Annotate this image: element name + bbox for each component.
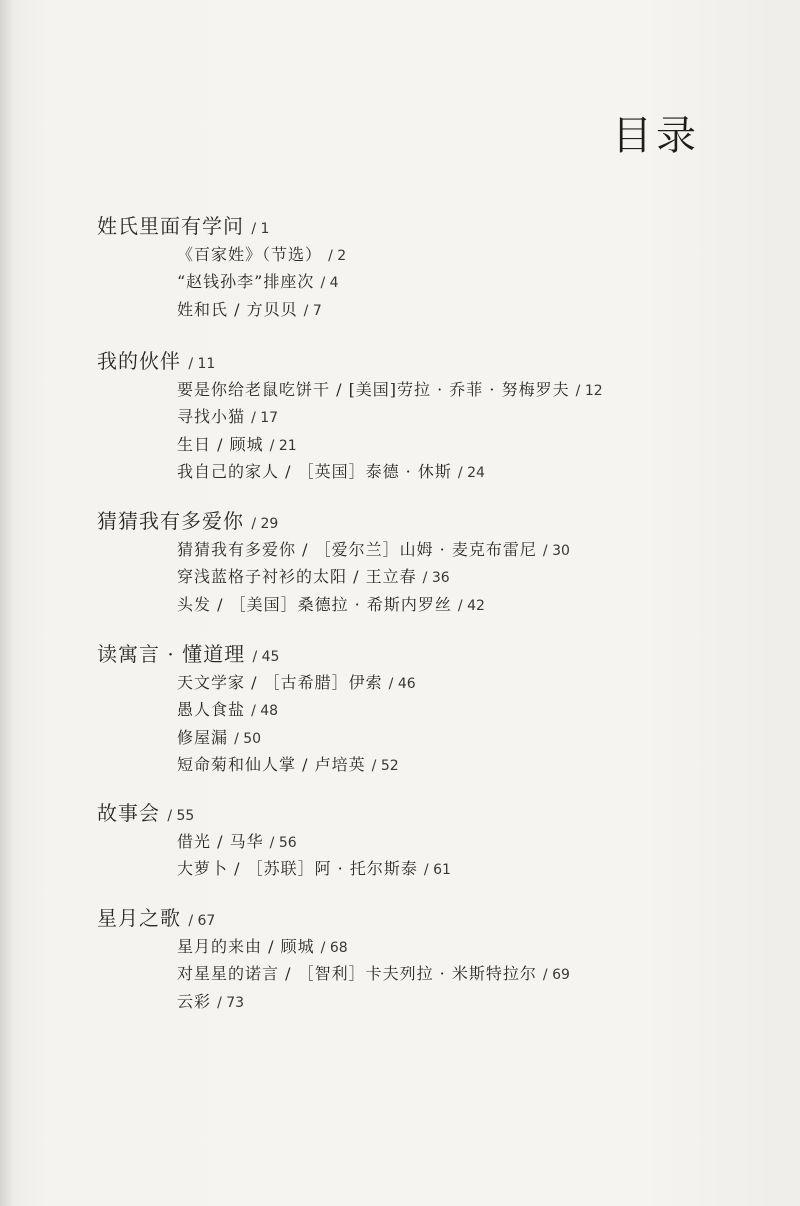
toc-entry [177, 989, 570, 1016]
toc-entry [177, 404, 603, 431]
toc-section [97, 213, 346, 324]
section-page-number: / 45 [252, 649, 280, 665]
entry-title: 愚人食盐 [177, 700, 246, 720]
toc-entry [177, 269, 346, 296]
entry-list [177, 829, 451, 884]
toc-entry [177, 697, 416, 724]
section-page-number: / 1 [251, 221, 270, 237]
entry-page-number: / 68 [320, 940, 348, 956]
section-page-number: / 55 [167, 808, 195, 824]
section-heading [97, 508, 570, 537]
entry-title: 云彩 [177, 991, 212, 1011]
entry-title: 猜猜我有多爱你 / ［爱尔兰］山姆 · 麦克布雷尼 [177, 540, 537, 559]
entry-title: 借光 / 马华 [177, 832, 264, 851]
section-heading [97, 905, 570, 934]
entry-title: 姓和氏 / 方贝贝 [177, 299, 298, 319]
entry-title: 对星星的诺言 / ［智利］卡夫列拉 · 米斯特拉尔 [177, 964, 537, 984]
entry-page-number: / 30 [542, 543, 570, 559]
entry-title: 穿浅蓝格子衬衫的太阳 / 王立春 [177, 567, 417, 587]
entry-title: 短命菊和仙人掌 / 卢培英 [177, 754, 366, 774]
entry-page-number: / 17 [251, 410, 279, 427]
toc-entry [177, 297, 346, 324]
entry-page-number: / 2 [328, 248, 347, 264]
toc-section [97, 905, 570, 1016]
toc-entry [177, 242, 346, 269]
entry-title: 星月的来由 / 顾城 [177, 937, 315, 956]
toc-entry [177, 961, 570, 988]
toc-entry [177, 459, 603, 486]
toc-entry [177, 752, 416, 779]
section-heading [97, 348, 603, 377]
entry-list [177, 377, 603, 486]
entry-list [177, 537, 570, 619]
toc-section [97, 348, 603, 486]
section-heading [97, 800, 451, 829]
entry-page-number: / 4 [320, 275, 339, 292]
entry-title: 大萝卜 / ［苏联］阿 · 托尔斯泰 [177, 859, 418, 879]
entry-page-number: / 7 [303, 302, 322, 319]
section-page-number: / 11 [188, 356, 216, 372]
entry-title: 头发 / ［美国］桑德拉 · 希斯内罗丝 [177, 594, 452, 614]
entry-page-number: / 46 [388, 676, 416, 692]
toc-section [97, 800, 451, 884]
entry-page-number: / 50 [234, 730, 262, 747]
entry-title: 我自己的家人 / ［英国］泰德 · 休斯 [177, 461, 452, 481]
entry-page-number: / 52 [371, 757, 399, 774]
entry-list [177, 242, 346, 324]
entry-page-number: / 61 [423, 862, 451, 879]
toc-section [97, 641, 416, 779]
section-title: 姓氏里面有学问 [97, 214, 244, 238]
entry-page-number: / 36 [422, 570, 450, 587]
entry-title: 修屋漏 [177, 727, 229, 747]
toc-entry [177, 670, 416, 697]
entry-title: 要是你给老鼠吃饼干 / [美国]劳拉 · 乔菲 · 努梅罗夫 [177, 380, 570, 399]
section-heading [97, 213, 346, 242]
section-title: 星月之歌 [97, 906, 181, 930]
entry-list [177, 934, 570, 1016]
entry-title: 生日 / 顾城 [177, 434, 264, 454]
entry-page-number: / 42 [457, 597, 485, 614]
toc-entry [177, 725, 416, 752]
toc-entry [177, 377, 603, 404]
entry-page-number: / 73 [217, 994, 245, 1011]
entry-title: 《百家姓》（节选） [177, 245, 323, 264]
toc-entry [177, 829, 451, 856]
section-page-number: / 29 [251, 516, 279, 532]
entry-title: 天文学家 / ［古希腊］伊索 [177, 673, 383, 692]
toc-entry [177, 432, 603, 459]
toc-entry [177, 537, 570, 564]
entry-page-number: / 21 [269, 437, 297, 454]
entry-page-number: / 24 [457, 464, 485, 481]
entry-title: 寻找小猫 [177, 407, 246, 427]
spine-shadow [0, 0, 14, 1206]
entry-page-number: / 12 [575, 383, 603, 399]
toc-entry [177, 856, 451, 883]
section-title: 读寓言 · 懂道理 [97, 642, 246, 666]
entry-list [177, 670, 416, 779]
toc-entry [177, 934, 570, 961]
entry-page-number: / 48 [251, 703, 279, 720]
section-heading [97, 641, 416, 670]
section-page-number: / 67 [188, 913, 216, 929]
page-title: 目录 [612, 113, 700, 159]
entry-page-number: / 69 [542, 967, 570, 984]
section-title: 故事会 [97, 801, 160, 825]
toc-entry [177, 564, 570, 591]
toc-entry [177, 592, 570, 619]
entry-page-number: / 56 [269, 835, 297, 851]
toc-section [97, 508, 570, 619]
entry-title: “赵钱孙李”排座次 [177, 272, 315, 292]
section-title: 猜猜我有多爱你 [97, 509, 244, 533]
section-title: 我的伙伴 [97, 349, 181, 373]
